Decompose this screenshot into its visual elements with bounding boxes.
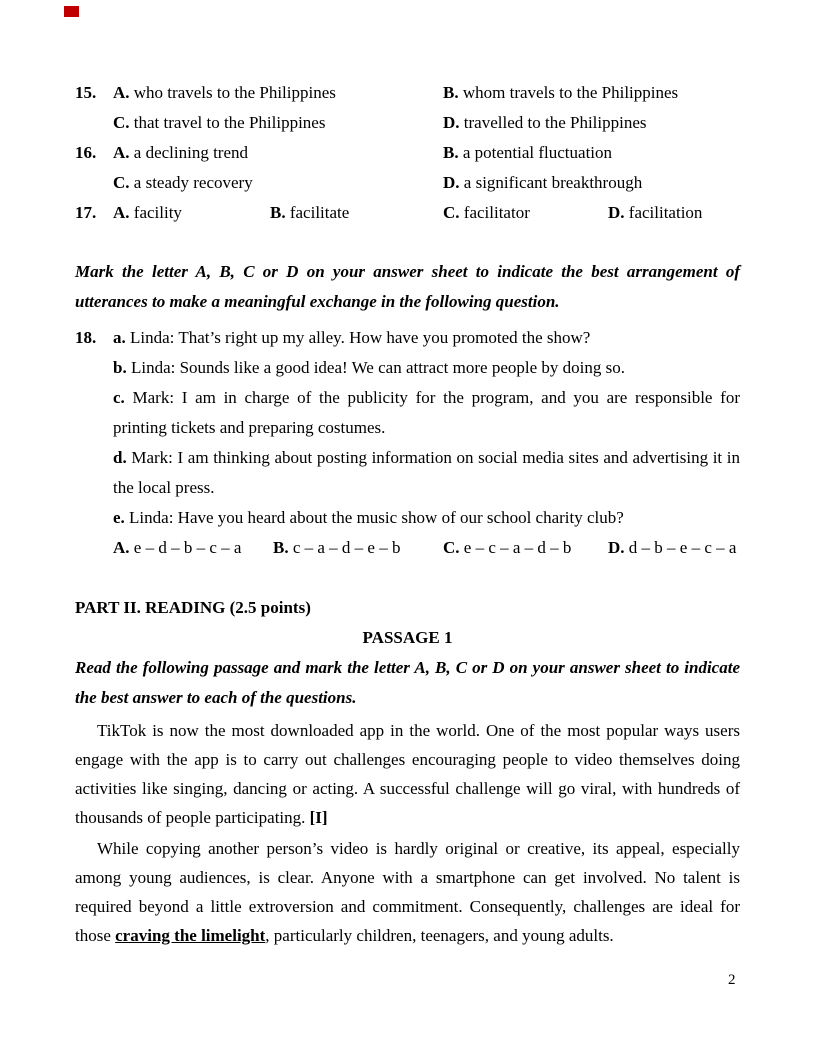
- utterance-label: e.: [113, 508, 125, 527]
- option-c: [443, 198, 608, 228]
- option-text: facilitate: [289, 203, 350, 222]
- page-number: 2: [728, 972, 736, 988]
- question-number: 17.: [75, 203, 97, 222]
- answer-d: [608, 533, 740, 563]
- option-text: facilitation: [628, 203, 703, 222]
- option-a: [113, 138, 443, 168]
- option-c: [113, 108, 443, 138]
- answer-label: D.: [608, 538, 625, 557]
- option-a: [113, 78, 443, 108]
- answer-text: d – b – e – c – a: [628, 538, 737, 557]
- option-text: a steady recovery: [133, 173, 253, 192]
- utterance-text: Linda: Sounds like a good idea! We can attract more people by doing so.: [130, 358, 625, 377]
- part-heading: PART II. READING (2.5 points): [75, 598, 311, 617]
- answer-text: e – c – a – d – b: [463, 538, 572, 557]
- utterance-e: [113, 503, 740, 533]
- option-c: [113, 168, 443, 198]
- document-content: [75, 78, 740, 950]
- passage-paragraph-2: [75, 834, 740, 950]
- utterance-label: a.: [113, 328, 126, 347]
- option-text: that travel to the Philippines: [133, 113, 326, 132]
- instruction-reading: Read the following passage and mark the letter A, B, C or D on your answer sheet to indicate the best answer to each of the questions.: [75, 658, 740, 707]
- answer-a: [113, 533, 273, 563]
- option-text: facilitator: [463, 203, 530, 222]
- question-number: 15.: [75, 83, 97, 102]
- option-label: C.: [113, 173, 130, 192]
- option-b: [270, 198, 443, 228]
- utterance-d: [113, 443, 740, 503]
- paragraph-text: While copying another person’s video is hardly original or creative, its appeal, especially among young audiences, is clear. Anyone with a smartphone can get involved. No talent is required beyond a little extroversion and commitment. Consequently, challenges are ideal for those: [75, 839, 740, 945]
- answer-text: c – a – d – e – b: [292, 538, 401, 557]
- question-17-row: [75, 198, 740, 228]
- paragraph-text: TikTok is now the most downloaded app in the world. One of the most popular ways users engage with the app is to carry out challenges encouraging people to video themselves doing activities like singing, dancing or acting. A successful challenge will go viral, with hundreds of thousands of people participating.: [75, 721, 740, 827]
- utterance-c: [113, 383, 740, 443]
- utterance-text: Mark: I am in charge of the publicity for the program, and you are responsible for printing tickets and preparing costumes.: [113, 388, 740, 437]
- option-b: [443, 138, 740, 168]
- utterance-b: [113, 353, 740, 383]
- option-text: facility: [133, 203, 182, 222]
- option-text: whom travels to the Philippines: [462, 83, 679, 102]
- answer-c: [443, 533, 608, 563]
- question-18-answers: [75, 533, 740, 563]
- option-label: D.: [608, 203, 625, 222]
- option-b: [443, 78, 740, 108]
- option-label: B.: [443, 83, 459, 102]
- red-annotation-marker: [64, 6, 79, 17]
- answer-label: B.: [273, 538, 289, 557]
- passage-heading: PASSAGE 1: [362, 628, 453, 647]
- option-a: [113, 198, 270, 228]
- paragraph-text: , particularly children, teenagers, and young adults.: [265, 926, 614, 945]
- question-16-row-2: [75, 168, 740, 198]
- question-number: 18.: [75, 328, 97, 347]
- option-label: A.: [113, 83, 130, 102]
- underlined-phrase: craving the limelight: [115, 926, 266, 945]
- utterance-label: b.: [113, 358, 127, 377]
- utterance-label: c.: [113, 388, 125, 407]
- option-label: A.: [113, 203, 130, 222]
- utterance-a: [113, 323, 740, 353]
- question-15-row-1: [75, 78, 740, 108]
- option-label: A.: [113, 143, 130, 162]
- option-text: who travels to the Philippines: [133, 83, 336, 102]
- option-d: [443, 108, 740, 138]
- answer-b: [273, 533, 443, 563]
- option-text: a potential fluctuation: [462, 143, 613, 162]
- option-label: B.: [443, 143, 459, 162]
- question-15-row-2: [75, 108, 740, 138]
- answer-label: C.: [443, 538, 460, 557]
- utterance-text: Linda: Have you heard about the music show of our school charity club?: [129, 508, 624, 527]
- answer-text: e – d – b – c – a: [133, 538, 242, 557]
- option-label: D.: [443, 113, 460, 132]
- question-number: 16.: [75, 143, 97, 162]
- option-text: a declining trend: [133, 143, 249, 162]
- instruction-arrangement: Mark the letter A, B, C or D on your answer sheet to indicate the best arrangement of utterances to make a meaningful exchange in the following question.: [75, 262, 740, 311]
- option-text: a significant breakthrough: [463, 173, 643, 192]
- option-label: C.: [443, 203, 460, 222]
- option-label: B.: [270, 203, 286, 222]
- option-label: D.: [443, 173, 460, 192]
- option-d: [443, 168, 740, 198]
- utterance-text: Mark: I am thinking about posting information on social media sites and advertising it in the local press.: [113, 448, 740, 497]
- utterance-text: Linda: That’s right up my alley. How have you promoted the show?: [130, 328, 591, 347]
- answer-label: A.: [113, 538, 130, 557]
- question-16-row-1: [75, 138, 740, 168]
- insert-marker: [I]: [309, 808, 328, 827]
- question-18-row: [75, 323, 740, 353]
- passage-paragraph-1: [75, 716, 740, 832]
- utterance-label: d.: [113, 448, 127, 467]
- option-text: travelled to the Philippines: [463, 113, 647, 132]
- option-d: [608, 198, 740, 228]
- option-label: C.: [113, 113, 130, 132]
